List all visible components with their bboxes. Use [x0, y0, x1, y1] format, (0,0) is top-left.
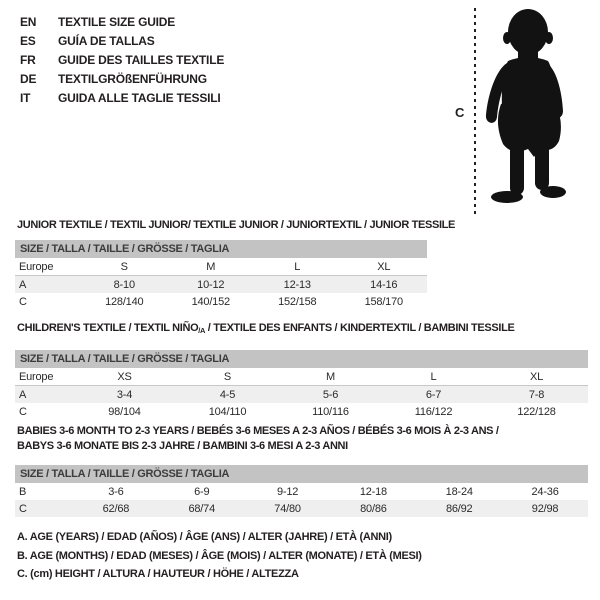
language-label: TEXTILGRÖßENFÜHRUNG — [58, 71, 207, 86]
table-row-a — [15, 276, 427, 294]
table-row-b — [15, 483, 588, 500]
column-header: Europe — [15, 368, 73, 386]
language-row-en — [20, 12, 224, 31]
toddler-silhouette-icon — [483, 6, 573, 208]
cell: 122/128 — [517, 405, 556, 418]
column-header: XS — [73, 368, 176, 386]
cell: 74/80 — [245, 500, 331, 517]
table-row-c — [15, 293, 427, 310]
cell: 92/98 — [502, 500, 588, 517]
measurement-legend — [17, 528, 422, 584]
height-measure-label: C — [455, 105, 465, 120]
language-row-de — [20, 69, 224, 88]
cell: 7-8 — [485, 386, 588, 404]
legend-line-b: B. AGE (MONTHS) / EDAD (MESES) / ÂGE (MOIS) / ALTER (MONATE) / ETÀ (MESI) — [17, 549, 422, 562]
cell: 140/152 — [191, 295, 230, 308]
title-line-2: BABYS 3-6 MONATE BIS 2-3 JAHRE / BAMBINI 3-6 MESI A 2-3 ANNI — [17, 440, 348, 452]
children-table-title — [15, 322, 588, 337]
cell: 152/158 — [278, 295, 317, 308]
size-header-row — [15, 465, 588, 483]
legend-line-a: A. AGE (YEARS) / EDAD (AÑOS) / ÂGE (ANS) / ALTER (JAHRE) / ETÀ (ANNI) — [17, 531, 392, 543]
column-header: M — [279, 368, 382, 386]
cell: 8-10 — [81, 276, 168, 294]
babies-textile-section — [15, 424, 588, 517]
children-size-table — [15, 350, 588, 420]
cell: 3-4 — [73, 386, 176, 404]
cell: 9-12 — [276, 485, 299, 498]
junior-size-table — [15, 240, 427, 310]
column-header-row — [15, 258, 427, 276]
cell: 86/92 — [416, 500, 502, 517]
cell: 10-12 — [168, 276, 255, 294]
cell: 14-16 — [341, 276, 428, 294]
title-text: CHILDREN'S TEXTILE / TEXTIL NIÑO — [17, 322, 199, 334]
language-code: EN — [20, 14, 37, 29]
cell: 6-9 — [194, 485, 210, 498]
babies-table-title — [15, 424, 588, 454]
row-label: B — [19, 485, 27, 498]
size-header-label: SIZE / TALLA / TAILLE / GRÖSSE / TAGLIA — [15, 240, 427, 258]
row-label: A — [15, 386, 73, 404]
cell: 12-13 — [254, 276, 341, 294]
row-label: A — [15, 276, 81, 294]
column-header: S — [81, 258, 168, 276]
cell: 110/116 — [312, 405, 349, 418]
column-header: S — [176, 368, 279, 386]
language-label: GUÍA DE TALLAS — [58, 33, 155, 48]
height-measure-dotted-line — [474, 8, 476, 218]
legend-line-c: C. (cm) HEIGHT / ALTURA / HAUTEUR / HÖHE / ALTEZZA — [17, 568, 299, 580]
row-label: C — [19, 295, 27, 308]
language-row-es — [20, 31, 224, 50]
row-label: C — [15, 500, 73, 517]
table-row-c — [15, 500, 588, 517]
column-header: L — [254, 258, 341, 276]
column-header: XL — [485, 368, 588, 386]
table-row-a — [15, 386, 588, 404]
cell: 6-7 — [382, 386, 485, 404]
column-header: Europe — [15, 258, 81, 276]
cell: 116/122 — [414, 405, 453, 418]
cell: 104/110 — [208, 405, 247, 418]
babies-size-table — [15, 465, 588, 517]
language-label: GUIDE DES TAILLES TEXTILE — [58, 52, 225, 67]
language-code: DE — [20, 71, 37, 86]
size-header-label: SIZE / TALLA / TAILLE / GRÖSSE / TAGLIA — [15, 465, 588, 483]
column-header: L — [382, 368, 485, 386]
column-header: XL — [341, 258, 428, 276]
column-header-row — [15, 368, 588, 386]
size-header-row — [15, 350, 588, 368]
cell: 68/74 — [159, 500, 245, 517]
title-text: / TEXTILE DES ENFANTS / KINDERTEXTIL / BAMBINI TESSILE — [205, 322, 515, 334]
cell: 158/170 — [364, 295, 403, 308]
cell: 80/86 — [330, 500, 416, 517]
cell: 4-5 — [176, 386, 279, 404]
language-label: GUIDA ALLE TAGLIE TESSILI — [58, 90, 221, 105]
title-subscript: /A — [198, 326, 206, 335]
language-code: FR — [20, 52, 36, 67]
column-header: M — [168, 258, 255, 276]
language-code: ES — [20, 33, 36, 48]
cell: 12-18 — [359, 485, 387, 498]
cell: 3-6 — [108, 485, 124, 498]
language-list — [20, 12, 224, 107]
language-code: IT — [20, 90, 31, 105]
cell: 128/140 — [105, 295, 144, 308]
children-textile-section — [15, 322, 588, 420]
cell: 18-24 — [445, 485, 473, 498]
size-header-label: SIZE / TALLA / TAILLE / GRÖSSE / TAGLIA — [15, 350, 588, 368]
title-line-1: BABIES 3-6 MONTH TO 2-3 YEARS / BEBÉS 3-6 MESES A 2-3 AÑOS / BÉBÉS 3-6 MOIS À 2-3 ANS / — [17, 425, 499, 437]
size-header-row — [15, 240, 427, 258]
cell: 98/104 — [108, 405, 141, 418]
language-label: TEXTILE SIZE GUIDE — [58, 14, 176, 29]
language-row-it — [20, 88, 224, 107]
language-row-fr — [20, 50, 224, 69]
junior-textile-section — [15, 219, 456, 310]
cell: 5-6 — [279, 386, 382, 404]
junior-table-title: JUNIOR TEXTILE / TEXTIL JUNIOR/ TEXTILE JUNIOR / JUNIORTEXTIL / JUNIOR TESSILE — [17, 219, 456, 231]
cell: 62/68 — [73, 500, 159, 517]
row-label: C — [19, 405, 27, 418]
table-row-c — [15, 403, 588, 420]
cell: 24-36 — [531, 485, 559, 498]
